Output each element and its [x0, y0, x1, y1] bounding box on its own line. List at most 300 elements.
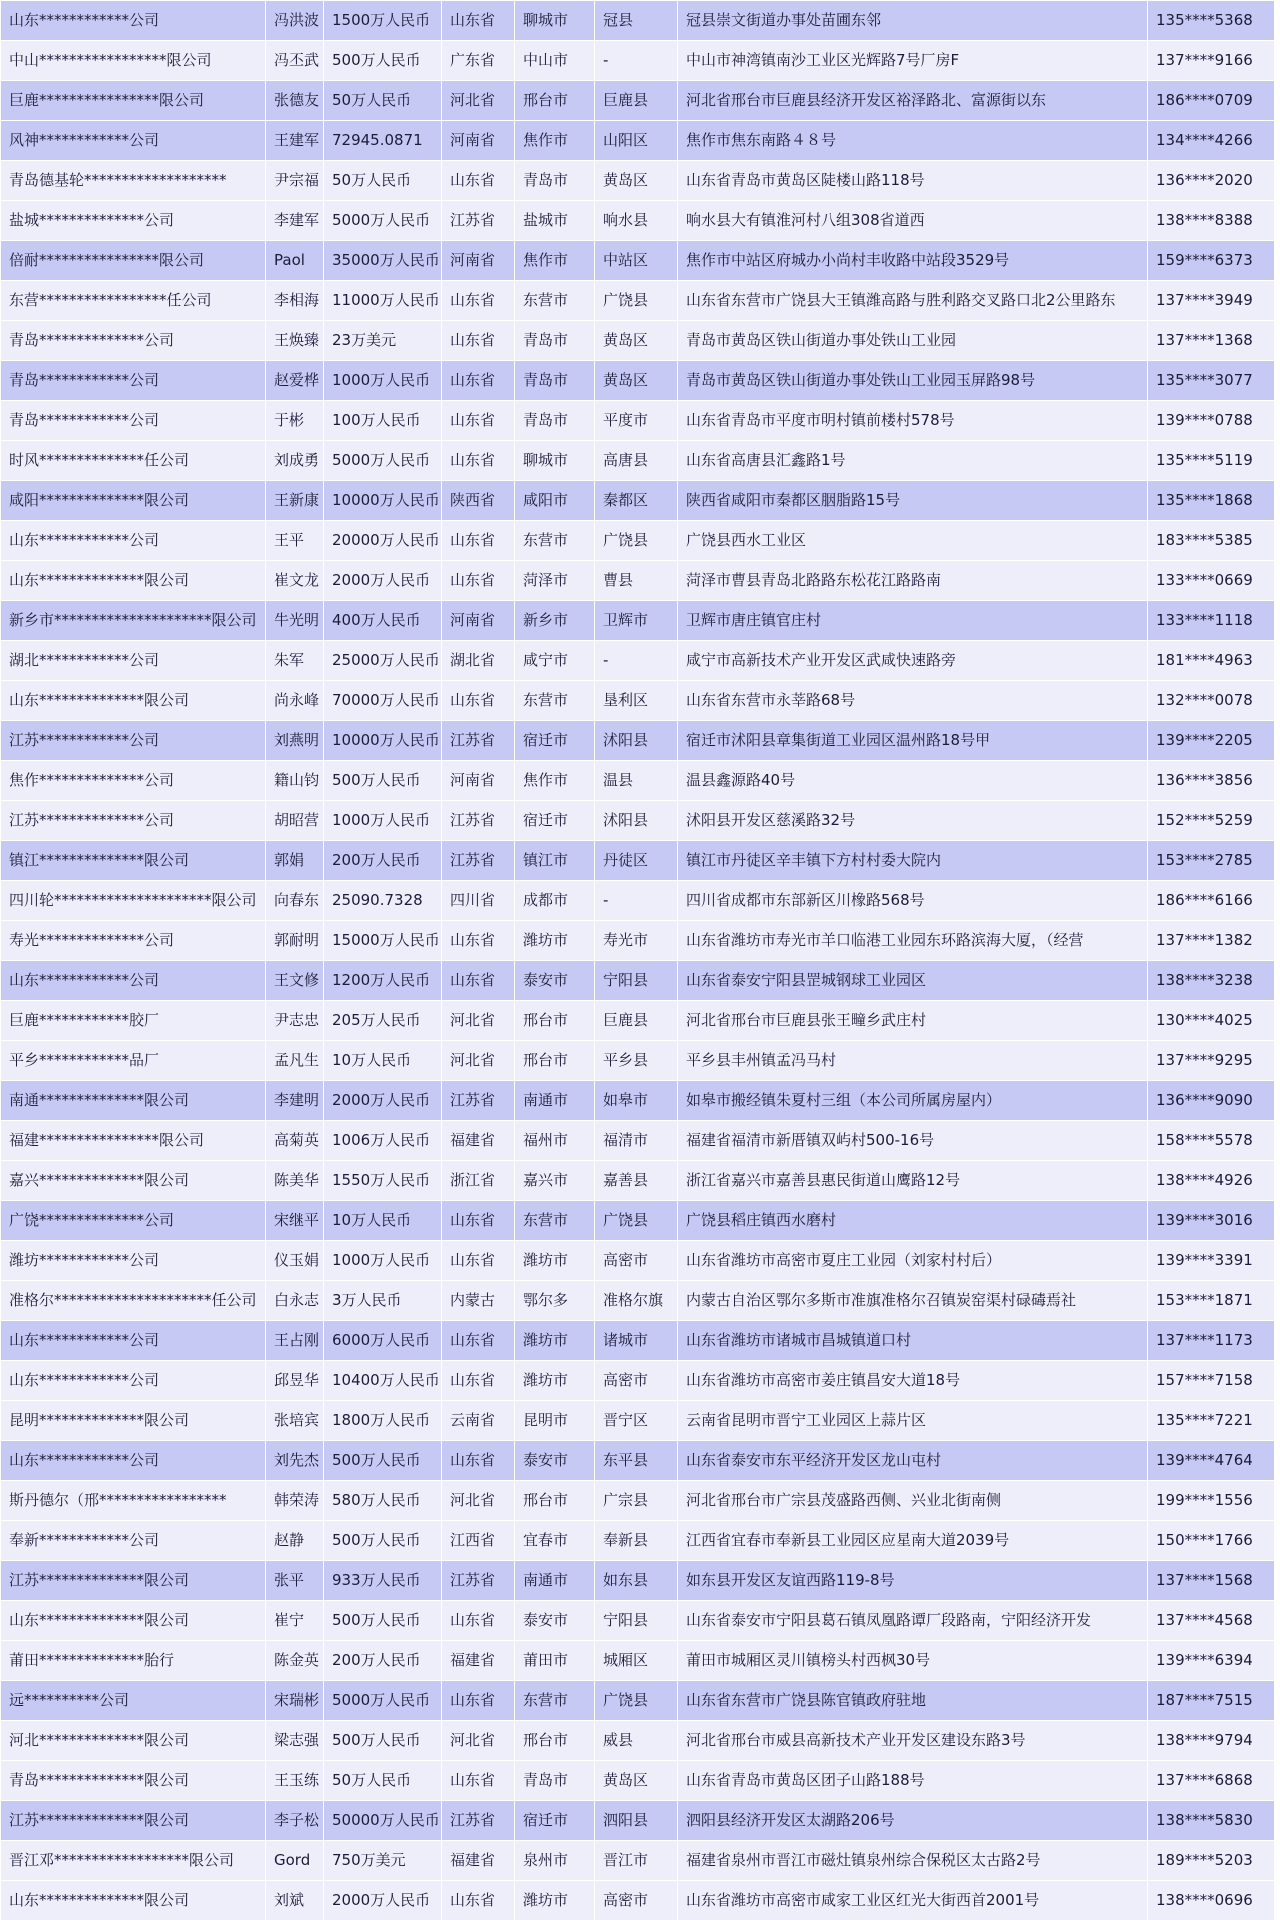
table-row	[1, 121, 1275, 161]
phone-cell: 150****1766	[1148, 1521, 1275, 1561]
legal-rep-cell: 崔宁	[266, 1601, 324, 1641]
address-cell: 山东省潍坊市高密市姜庄镇昌安大道18号	[678, 1361, 1148, 1401]
company-name-cell: 山东**************限公司	[1, 1881, 266, 1920]
province-cell: 山东省	[442, 961, 515, 1001]
registered-capital-cell: 5000万人民币	[324, 201, 442, 241]
phone-cell: 132****0078	[1148, 681, 1275, 721]
city-cell: 焦作市	[515, 241, 595, 281]
phone-cell: 137****6868	[1148, 1761, 1275, 1801]
province-cell: 山东省	[442, 1, 515, 41]
province-cell: 福建省	[442, 1641, 515, 1681]
table-row	[1, 561, 1275, 601]
address-cell: 山东省东营市广饶县陈官镇政府驻地	[678, 1681, 1148, 1721]
address-cell: 内蒙古自治区鄂尔多斯市准旗准格尔召镇炭窑渠村碌碡焉社	[678, 1281, 1148, 1321]
registered-capital-cell: 1550万人民币	[324, 1161, 442, 1201]
address-cell: 卫辉市唐庄镇官庄村	[678, 601, 1148, 641]
table-row	[1, 481, 1275, 521]
address-cell: 平乡县丰州镇孟冯马村	[678, 1041, 1148, 1081]
district-cell: 宁阳县	[595, 961, 678, 1001]
registered-capital-cell: 25090.7328	[324, 881, 442, 921]
phone-cell: 139****6394	[1148, 1641, 1275, 1681]
address-cell: 江西省宜春市奉新县工业园区应星南大道2039号	[678, 1521, 1148, 1561]
address-cell: 河北省邢台市巨鹿县经济开发区裕泽路北、富源街以东	[678, 81, 1148, 121]
district-cell: 山阳区	[595, 121, 678, 161]
company-name-cell: 山东************公司	[1, 1361, 266, 1401]
table-row	[1, 761, 1275, 801]
city-cell: 南通市	[515, 1561, 595, 1601]
legal-rep-cell: 陈美华	[266, 1161, 324, 1201]
address-cell: 山东省青岛市平度市明村镇前楼村578号	[678, 401, 1148, 441]
province-cell: 江西省	[442, 1521, 515, 1561]
province-cell: 河北省	[442, 1001, 515, 1041]
phone-cell: 136****9090	[1148, 1081, 1275, 1121]
legal-rep-cell: 刘斌	[266, 1881, 324, 1920]
registered-capital-cell: 35000万人民币	[324, 241, 442, 281]
address-cell: 山东省青岛市黄岛区陡楼山路118号	[678, 161, 1148, 201]
legal-rep-cell: 白永志	[266, 1281, 324, 1321]
phone-cell: 136****2020	[1148, 161, 1275, 201]
registered-capital-cell: 500万人民币	[324, 761, 442, 801]
address-cell: 山东省泰安市东平经济开发区龙山屯村	[678, 1441, 1148, 1481]
company-name-cell: 湖北************公司	[1, 641, 266, 681]
city-cell: 嘉兴市	[515, 1161, 595, 1201]
city-cell: 东营市	[515, 521, 595, 561]
table-body	[1, 1, 1275, 1920]
address-cell: 广饶县西水工业区	[678, 521, 1148, 561]
phone-cell: 134****4266	[1148, 121, 1275, 161]
registered-capital-cell: 2000万人民币	[324, 1081, 442, 1121]
province-cell: 江苏省	[442, 1561, 515, 1601]
legal-rep-cell: 高菊英	[266, 1121, 324, 1161]
phone-cell: 137****4568	[1148, 1601, 1275, 1641]
legal-rep-cell: Gord	[266, 1841, 324, 1881]
phone-cell: 133****0669	[1148, 561, 1275, 601]
legal-rep-cell: 王建军	[266, 121, 324, 161]
registered-capital-cell: 205万人民币	[324, 1001, 442, 1041]
phone-cell: 135****3077	[1148, 361, 1275, 401]
district-cell: 黄岛区	[595, 321, 678, 361]
company-name-cell: 山东************公司	[1, 961, 266, 1001]
legal-rep-cell: 仪玉娟	[266, 1241, 324, 1281]
province-cell: 山东省	[442, 921, 515, 961]
address-cell: 福建省泉州市晋江市磁灶镇泉州综合保税区太古路2号	[678, 1841, 1148, 1881]
legal-rep-cell: 郭耐明	[266, 921, 324, 961]
table-row	[1, 1161, 1275, 1201]
legal-rep-cell: 王焕臻	[266, 321, 324, 361]
legal-rep-cell: 张平	[266, 1561, 324, 1601]
province-cell: 山东省	[442, 441, 515, 481]
table-row	[1, 1, 1275, 41]
table-row	[1, 1001, 1275, 1041]
phone-cell: 153****2785	[1148, 841, 1275, 881]
company-name-cell: 焦作**************公司	[1, 761, 266, 801]
legal-rep-cell: 冯丕武	[266, 41, 324, 81]
district-cell: 广饶县	[595, 1681, 678, 1721]
company-name-cell: 山东**************限公司	[1, 681, 266, 721]
phone-cell: 186****6166	[1148, 881, 1275, 921]
district-cell: 冠县	[595, 1, 678, 41]
address-cell: 山东省东营市永莘路68号	[678, 681, 1148, 721]
legal-rep-cell: 孟凡生	[266, 1041, 324, 1081]
company-name-cell: 倍耐****************限公司	[1, 241, 266, 281]
registered-capital-cell: 50000万人民币	[324, 1801, 442, 1841]
district-cell: 福清市	[595, 1121, 678, 1161]
phone-cell: 183****5385	[1148, 521, 1275, 561]
legal-rep-cell: 王占刚	[266, 1321, 324, 1361]
district-cell: 平乡县	[595, 1041, 678, 1081]
province-cell: 山东省	[442, 521, 515, 561]
table-row	[1, 361, 1275, 401]
phone-cell: 137****1568	[1148, 1561, 1275, 1601]
table-row	[1, 161, 1275, 201]
city-cell: 潍坊市	[515, 1241, 595, 1281]
company-name-cell: 莆田**************胎行	[1, 1641, 266, 1681]
table-row	[1, 441, 1275, 481]
company-name-cell: 江苏**************限公司	[1, 1561, 266, 1601]
company-name-cell: 时风**************任公司	[1, 441, 266, 481]
phone-cell: 135****7221	[1148, 1401, 1275, 1441]
legal-rep-cell: 刘先杰	[266, 1441, 324, 1481]
province-cell: 浙江省	[442, 1161, 515, 1201]
province-cell: 山东省	[442, 561, 515, 601]
phone-cell: 152****5259	[1148, 801, 1275, 841]
company-name-cell: 山东************公司	[1, 521, 266, 561]
address-cell: 温县鑫源路40号	[678, 761, 1148, 801]
phone-cell: 130****4025	[1148, 1001, 1275, 1041]
phone-cell: 189****5203	[1148, 1841, 1275, 1881]
table-row	[1, 881, 1275, 921]
registered-capital-cell: 25000万人民币	[324, 641, 442, 681]
district-cell: 丹徒区	[595, 841, 678, 881]
registered-capital-cell: 1000万人民币	[324, 801, 442, 841]
address-cell: 河北省邢台市威县高新技术产业开发区建设东路3号	[678, 1721, 1148, 1761]
city-cell: 青岛市	[515, 361, 595, 401]
district-cell: 如皋市	[595, 1081, 678, 1121]
company-name-cell: 河北**************限公司	[1, 1721, 266, 1761]
registered-capital-cell: 50万人民币	[324, 161, 442, 201]
phone-cell: 157****7158	[1148, 1361, 1275, 1401]
district-cell: 曹县	[595, 561, 678, 601]
table-row	[1, 801, 1275, 841]
table-row	[1, 1481, 1275, 1521]
phone-cell: 137****9295	[1148, 1041, 1275, 1081]
legal-rep-cell: 韩荣涛	[266, 1481, 324, 1521]
legal-rep-cell: 尹宗福	[266, 161, 324, 201]
phone-cell: 135****5119	[1148, 441, 1275, 481]
phone-cell: 138****8388	[1148, 201, 1275, 241]
registered-capital-cell: 1200万人民币	[324, 961, 442, 1001]
district-cell: 准格尔旗	[595, 1281, 678, 1321]
city-cell: 东营市	[515, 1681, 595, 1721]
city-cell: 潍坊市	[515, 921, 595, 961]
district-cell: 中站区	[595, 241, 678, 281]
phone-cell: 186****0709	[1148, 81, 1275, 121]
address-cell: 冠县崇文街道办事处苗圃东邻	[678, 1, 1148, 41]
company-name-cell: 东营*****************任公司	[1, 281, 266, 321]
city-cell: 焦作市	[515, 761, 595, 801]
company-name-cell: 南通**************限公司	[1, 1081, 266, 1121]
table-row	[1, 1041, 1275, 1081]
district-cell: 东平县	[595, 1441, 678, 1481]
address-cell: 山东省潍坊市高密市夏庄工业园（刘家村村后）	[678, 1241, 1148, 1281]
district-cell: -	[595, 641, 678, 681]
legal-rep-cell: 王新康	[266, 481, 324, 521]
company-name-cell: 山东**************限公司	[1, 561, 266, 601]
province-cell: 河北省	[442, 1041, 515, 1081]
city-cell: 菏泽市	[515, 561, 595, 601]
city-cell: 邢台市	[515, 1041, 595, 1081]
province-cell: 河北省	[442, 1481, 515, 1521]
legal-rep-cell: 李相海	[266, 281, 324, 321]
phone-cell: 181****4963	[1148, 641, 1275, 681]
district-cell: 巨鹿县	[595, 1001, 678, 1041]
address-cell: 青岛市黄岛区铁山街道办事处铁山工业园玉屏路98号	[678, 361, 1148, 401]
district-cell: 广饶县	[595, 521, 678, 561]
district-cell: 卫辉市	[595, 601, 678, 641]
province-cell: 山东省	[442, 161, 515, 201]
table-row	[1, 601, 1275, 641]
registered-capital-cell: 500万人民币	[324, 41, 442, 81]
district-cell: 黄岛区	[595, 361, 678, 401]
legal-rep-cell: Paol	[266, 241, 324, 281]
company-name-cell: 潍坊************公司	[1, 1241, 266, 1281]
city-cell: 焦作市	[515, 121, 595, 161]
legal-rep-cell: 向春东	[266, 881, 324, 921]
legal-rep-cell: 邱昱华	[266, 1361, 324, 1401]
table-row	[1, 1881, 1275, 1920]
district-cell: 晋江市	[595, 1841, 678, 1881]
address-cell: 山东省东营市广饶县大王镇潍高路与胜利路交叉路口北2公里路东	[678, 281, 1148, 321]
phone-cell: 135****1868	[1148, 481, 1275, 521]
province-cell: 山东省	[442, 1601, 515, 1641]
address-cell: 泗阳县经济开发区太湖路206号	[678, 1801, 1148, 1841]
address-cell: 响水县大有镇淮河村八组308省道西	[678, 201, 1148, 241]
company-name-cell: 斯丹德尔（邢*****************	[1, 1481, 266, 1521]
district-cell: 沭阳县	[595, 801, 678, 841]
address-cell: 云南省昆明市晋宁工业园区上蒜片区	[678, 1401, 1148, 1441]
registered-capital-cell: 1000万人民币	[324, 361, 442, 401]
company-name-cell: 四川轮*********************限公司	[1, 881, 266, 921]
phone-cell: 137****1368	[1148, 321, 1275, 361]
district-cell: 宁阳县	[595, 1601, 678, 1641]
address-cell: 青岛市黄岛区铁山街道办事处铁山工业园	[678, 321, 1148, 361]
registered-capital-cell: 2000万人民币	[324, 561, 442, 601]
district-cell: 广宗县	[595, 1481, 678, 1521]
district-cell: 平度市	[595, 401, 678, 441]
address-cell: 福建省福清市新厝镇双屿村500-16号	[678, 1121, 1148, 1161]
address-cell: 山东省泰安宁阳县罡城钢球工业园区	[678, 961, 1148, 1001]
company-name-cell: 山东************公司	[1, 1321, 266, 1361]
phone-cell: 137****3949	[1148, 281, 1275, 321]
phone-cell: 133****1118	[1148, 601, 1275, 641]
city-cell: 聊城市	[515, 1, 595, 41]
legal-rep-cell: 梁志强	[266, 1721, 324, 1761]
table-row	[1, 1401, 1275, 1441]
city-cell: 福州市	[515, 1121, 595, 1161]
legal-rep-cell: 胡昭营	[266, 801, 324, 841]
legal-rep-cell: 冯洪波	[266, 1, 324, 41]
city-cell: 鄂尔多	[515, 1281, 595, 1321]
table-row	[1, 1241, 1275, 1281]
district-cell: 高唐县	[595, 441, 678, 481]
city-cell: 东营市	[515, 681, 595, 721]
phone-cell: 138****0696	[1148, 1881, 1275, 1920]
city-cell: 潍坊市	[515, 1881, 595, 1920]
district-cell: 晋宁区	[595, 1401, 678, 1441]
company-name-cell: 青岛德基轮*******************	[1, 161, 266, 201]
city-cell: 潍坊市	[515, 1321, 595, 1361]
address-cell: 山东省潍坊市高密市咸家工业区红光大街西首2001号	[678, 1881, 1148, 1920]
phone-cell: 158****5578	[1148, 1121, 1275, 1161]
district-cell: 巨鹿县	[595, 81, 678, 121]
city-cell: 泉州市	[515, 1841, 595, 1881]
city-cell: 青岛市	[515, 401, 595, 441]
city-cell: 镇江市	[515, 841, 595, 881]
city-cell: 咸阳市	[515, 481, 595, 521]
district-cell: 泗阳县	[595, 1801, 678, 1841]
city-cell: 潍坊市	[515, 1361, 595, 1401]
company-name-cell: 巨鹿************胶厂	[1, 1001, 266, 1041]
province-cell: 内蒙古	[442, 1281, 515, 1321]
legal-rep-cell: 宋继平	[266, 1201, 324, 1241]
district-cell: 嘉善县	[595, 1161, 678, 1201]
district-cell: -	[595, 41, 678, 81]
district-cell: 高密市	[595, 1241, 678, 1281]
company-name-cell: 嘉兴**************限公司	[1, 1161, 266, 1201]
district-cell: -	[595, 881, 678, 921]
district-cell: 广饶县	[595, 281, 678, 321]
district-cell: 高密市	[595, 1881, 678, 1920]
company-name-cell: 中山*****************限公司	[1, 41, 266, 81]
table-row	[1, 241, 1275, 281]
district-cell: 高密市	[595, 1361, 678, 1401]
city-cell: 宜春市	[515, 1521, 595, 1561]
registered-capital-cell: 500万人民币	[324, 1521, 442, 1561]
table-row	[1, 1281, 1275, 1321]
phone-cell: 139****0788	[1148, 401, 1275, 441]
phone-cell: 199****1556	[1148, 1481, 1275, 1521]
company-name-cell: 广饶**************公司	[1, 1201, 266, 1241]
legal-rep-cell: 尹志忠	[266, 1001, 324, 1041]
province-cell: 江苏省	[442, 1081, 515, 1121]
phone-cell: 139****3391	[1148, 1241, 1275, 1281]
address-cell: 焦作市焦东南路４８号	[678, 121, 1148, 161]
city-cell: 泰安市	[515, 1601, 595, 1641]
city-cell: 邢台市	[515, 81, 595, 121]
city-cell: 盐城市	[515, 201, 595, 241]
city-cell: 新乡市	[515, 601, 595, 641]
city-cell: 泰安市	[515, 961, 595, 1001]
registered-capital-cell: 2000万人民币	[324, 1881, 442, 1920]
province-cell: 山东省	[442, 1881, 515, 1920]
table-row	[1, 961, 1275, 1001]
registered-capital-cell: 580万人民币	[324, 1481, 442, 1521]
company-name-cell: 山东************公司	[1, 1441, 266, 1481]
province-cell: 河北省	[442, 1721, 515, 1761]
address-cell: 陕西省咸阳市秦都区胭脂路15号	[678, 481, 1148, 521]
registered-capital-cell: 500万人民币	[324, 1441, 442, 1481]
city-cell: 青岛市	[515, 1761, 595, 1801]
legal-rep-cell: 王平	[266, 521, 324, 561]
province-cell: 福建省	[442, 1841, 515, 1881]
legal-rep-cell: 赵静	[266, 1521, 324, 1561]
legal-rep-cell: 郭娟	[266, 841, 324, 881]
registered-capital-cell: 500万人民币	[324, 1601, 442, 1641]
address-cell: 咸宁市高新技术产业开发区武咸快速路旁	[678, 641, 1148, 681]
table-row	[1, 681, 1275, 721]
company-name-cell: 江苏************公司	[1, 721, 266, 761]
address-cell: 河北省邢台市广宗县茂盛路西侧、兴业北街南侧	[678, 1481, 1148, 1521]
table-row	[1, 721, 1275, 761]
phone-cell: 138****4926	[1148, 1161, 1275, 1201]
registered-capital-cell: 933万人民币	[324, 1561, 442, 1601]
table-row	[1, 1121, 1275, 1161]
table-row	[1, 1321, 1275, 1361]
district-cell: 奉新县	[595, 1521, 678, 1561]
registered-capital-cell: 50万人民币	[324, 1761, 442, 1801]
registered-capital-cell: 500万人民币	[324, 1721, 442, 1761]
registered-capital-cell: 5000万人民币	[324, 1681, 442, 1721]
legal-rep-cell: 刘燕明	[266, 721, 324, 761]
company-name-cell: 青岛**************限公司	[1, 1761, 266, 1801]
address-cell: 如东县开发区友谊西路119-8号	[678, 1561, 1148, 1601]
registered-capital-cell: 400万人民币	[324, 601, 442, 641]
table-row	[1, 401, 1275, 441]
phone-cell: 137****1382	[1148, 921, 1275, 961]
legal-rep-cell: 朱军	[266, 641, 324, 681]
province-cell: 山东省	[442, 681, 515, 721]
phone-cell: 139****3016	[1148, 1201, 1275, 1241]
table-row	[1, 41, 1275, 81]
province-cell: 湖北省	[442, 641, 515, 681]
registered-capital-cell: 1000万人民币	[324, 1241, 442, 1281]
legal-rep-cell: 王玉练	[266, 1761, 324, 1801]
province-cell: 河南省	[442, 241, 515, 281]
province-cell: 四川省	[442, 881, 515, 921]
registered-capital-cell: 23万美元	[324, 321, 442, 361]
district-cell: 沭阳县	[595, 721, 678, 761]
company-name-cell: 晋江邓******************限公司	[1, 1841, 266, 1881]
legal-rep-cell: 崔文龙	[266, 561, 324, 601]
province-cell: 山东省	[442, 281, 515, 321]
legal-rep-cell: 王文修	[266, 961, 324, 1001]
company-name-cell: 寿光**************公司	[1, 921, 266, 961]
company-name-cell: 山东************公司	[1, 1, 266, 41]
address-cell: 山东省潍坊市寿光市羊口临港工业园东环路滨海大厦，（经营	[678, 921, 1148, 961]
city-cell: 东营市	[515, 1201, 595, 1241]
registered-capital-cell: 1800万人民币	[324, 1401, 442, 1441]
province-cell: 河北省	[442, 81, 515, 121]
company-name-cell: 平乡************品厂	[1, 1041, 266, 1081]
city-cell: 南通市	[515, 1081, 595, 1121]
registered-capital-cell: 1006万人民币	[324, 1121, 442, 1161]
company-name-cell: 福建****************限公司	[1, 1121, 266, 1161]
legal-rep-cell: 宋瑞彬	[266, 1681, 324, 1721]
address-cell: 中山市神湾镇南沙工业区光辉路7号厂房F	[678, 41, 1148, 81]
company-name-cell: 山东**************限公司	[1, 1601, 266, 1641]
table-row	[1, 281, 1275, 321]
table-row	[1, 1081, 1275, 1121]
city-cell: 咸宁市	[515, 641, 595, 681]
city-cell: 聊城市	[515, 441, 595, 481]
district-cell: 广饶县	[595, 1201, 678, 1241]
table-row	[1, 1801, 1275, 1841]
legal-rep-cell: 李建明	[266, 1081, 324, 1121]
company-name-cell: 奉新************公司	[1, 1521, 266, 1561]
table-row	[1, 841, 1275, 881]
registered-capital-cell: 1500万人民币	[324, 1, 442, 41]
province-cell: 河南省	[442, 601, 515, 641]
